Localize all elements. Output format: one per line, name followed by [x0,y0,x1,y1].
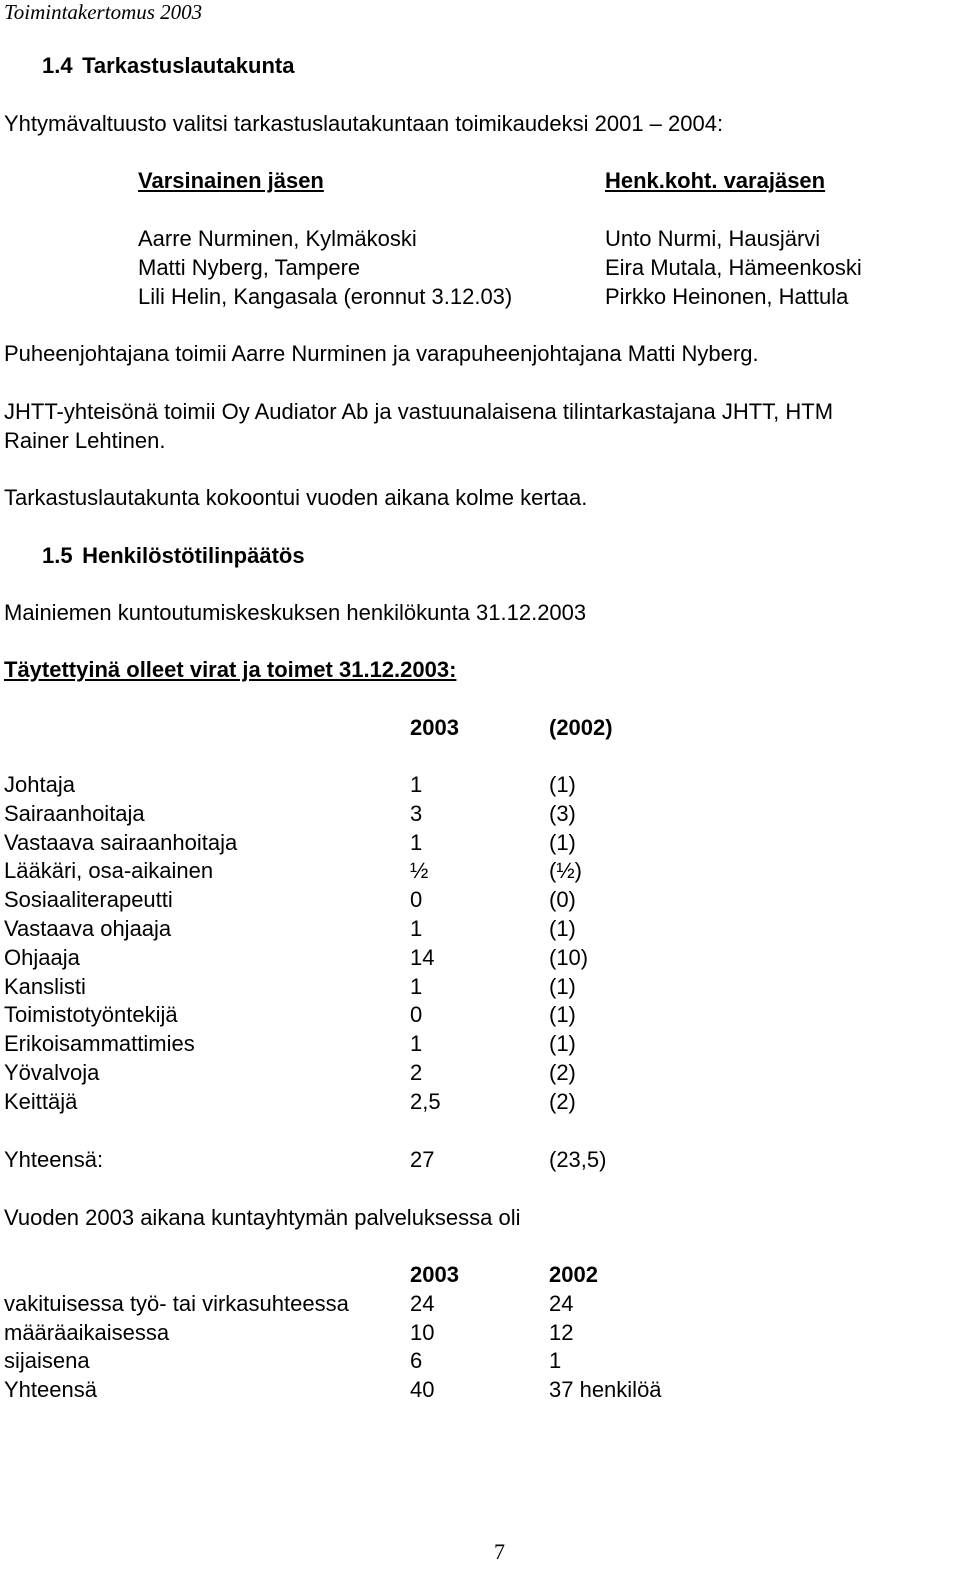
row-value-2002: 24 [549,1291,574,1316]
year-paragraph: Vuoden 2003 aikana kuntayhtymän palveluksessa oli [4,1205,521,1230]
row-label: Vastaava ohjaaja [4,916,172,941]
section-heading-1-5 [4,542,305,570]
row-label: Yövalvoja [4,1060,100,1085]
column-header: (2002) [549,715,613,740]
total-label: Yhteensä: [4,1147,104,1172]
page-number: 7 [494,1539,505,1564]
row-value-2003: 1 [410,1031,423,1057]
row-value-2002: (1) [549,829,576,855]
row-value-2003: 6 [410,1348,423,1374]
row-value-2002: (1) [549,772,576,797]
meetings-paragraph: Tarkastuslautakunta kokoontui vuoden aikana kolme kertaa. [4,485,588,510]
row-value-2003: 2,5 [410,1088,441,1114]
column-header: 2003 [410,715,459,740]
row-value-2003: 2 [410,1060,423,1085]
member-name: Matti Nyberg, Tampere [138,255,361,280]
deputy-name: Unto Nurmi, Hausjärvi [605,226,821,251]
row-label: vakituisessa työ- tai virkasuhteessa [4,1291,349,1316]
row-label: Vastaava sairaanhoitaja [4,829,238,855]
running-header: Toimintakertomus 2003 [4,0,203,24]
auditor-paragraph-line1: JHTT-yhteisönä toimii Oy Audiator Ab ja vastuunalaisena tilintarkastajana JHTT, HTM [4,399,834,424]
row-value-2003: 0 [410,1002,423,1028]
row-value-2002: 12 [549,1319,574,1345]
member-column-header: Varsinainen jäsen [138,168,324,193]
row-value-2002: (3) [549,800,576,826]
row-value-2003: 1 [410,916,423,941]
column-header: 2002 [549,1262,598,1287]
member-name: Aarre Nurminen, Kylmäkoski [138,226,417,251]
row-value-2003: 14 [410,944,435,970]
row-value-2003: 40 [410,1377,435,1403]
row-label: Sosiaaliterapeutti [4,887,173,913]
row-value-2002: 37 henkilöä [549,1377,662,1403]
total-value: 27 [410,1147,435,1172]
section-number: 1.5 [42,543,73,568]
row-value-2002: (10) [549,944,589,970]
row-label: Toimistotyöntekijä [4,1002,178,1028]
member-name: Lili Helin, Kangasala (eronnut 3.12.03) [138,284,513,309]
deputy-name: Eira Mutala, Hämeenkoski [605,255,862,280]
row-label: Johtaja [4,772,75,797]
row-value-2003: 1 [410,829,423,855]
row-label: Kanslisti [4,973,86,999]
row-label: Lääkäri, osa-aikainen [4,858,214,884]
section-heading-1-4 [4,52,294,80]
row-value-2003: 3 [410,800,423,826]
row-value-2003: 1 [410,973,423,999]
chair-paragraph: Puheenjohtajana toimii Aarre Nurminen ja varapuheenjohtajana Matti Nyberg. [4,341,759,366]
positions-subheading: Täytettyinä olleet virat ja toimet 31.12.2003: [4,657,457,682]
row-value-2002: 1 [549,1348,562,1374]
row-label: Yhteensä [4,1377,97,1403]
staff-intro: Mainiemen kuntoutumiskeskuksen henkilökunta 31.12.2003 [4,600,587,625]
row-value-2003: 1 [410,772,423,797]
deputy-name: Pirkko Heinonen, Hattula [605,284,849,309]
row-value-2002: (1) [549,973,576,999]
row-value-2002: (2) [549,1060,576,1085]
row-label: Keittäjä [4,1088,78,1114]
deputy-column-header: Henk.koht. varajäsen [605,168,826,193]
row-value-2003: ½ [410,858,429,884]
intro-paragraph: Yhtymävaltuusto valitsi tarkastuslautakuntaan toimikaudeksi 2001 – 2004: [4,111,724,136]
row-label: Ohjaaja [4,944,80,970]
row-value-2002: (1) [549,916,576,941]
row-value-2002: (1) [549,1002,576,1028]
row-value-2003: 24 [410,1291,435,1316]
row-label: sijaisena [4,1348,90,1374]
row-value-2002: (2) [549,1088,576,1114]
section-title: Henkilöstötilinpäätös [82,543,305,568]
row-value-2002: (0) [549,887,576,913]
total-prev-value: (23,5) [549,1147,607,1172]
section-title: Tarkastuslautakunta [82,53,295,78]
row-label: määräaikaisessa [4,1319,170,1345]
row-value-2002: (1) [549,1031,576,1057]
column-header: 2003 [410,1262,459,1287]
auditor-paragraph-line2: Rainer Lehtinen. [4,428,166,453]
row-label: Erikoisammattimies [4,1031,195,1057]
row-value-2003: 0 [410,887,423,913]
row-value-2002: (½) [549,858,582,884]
section-number: 1.4 [42,53,73,78]
row-label: Sairaanhoitaja [4,800,145,826]
row-value-2003: 10 [410,1319,435,1345]
